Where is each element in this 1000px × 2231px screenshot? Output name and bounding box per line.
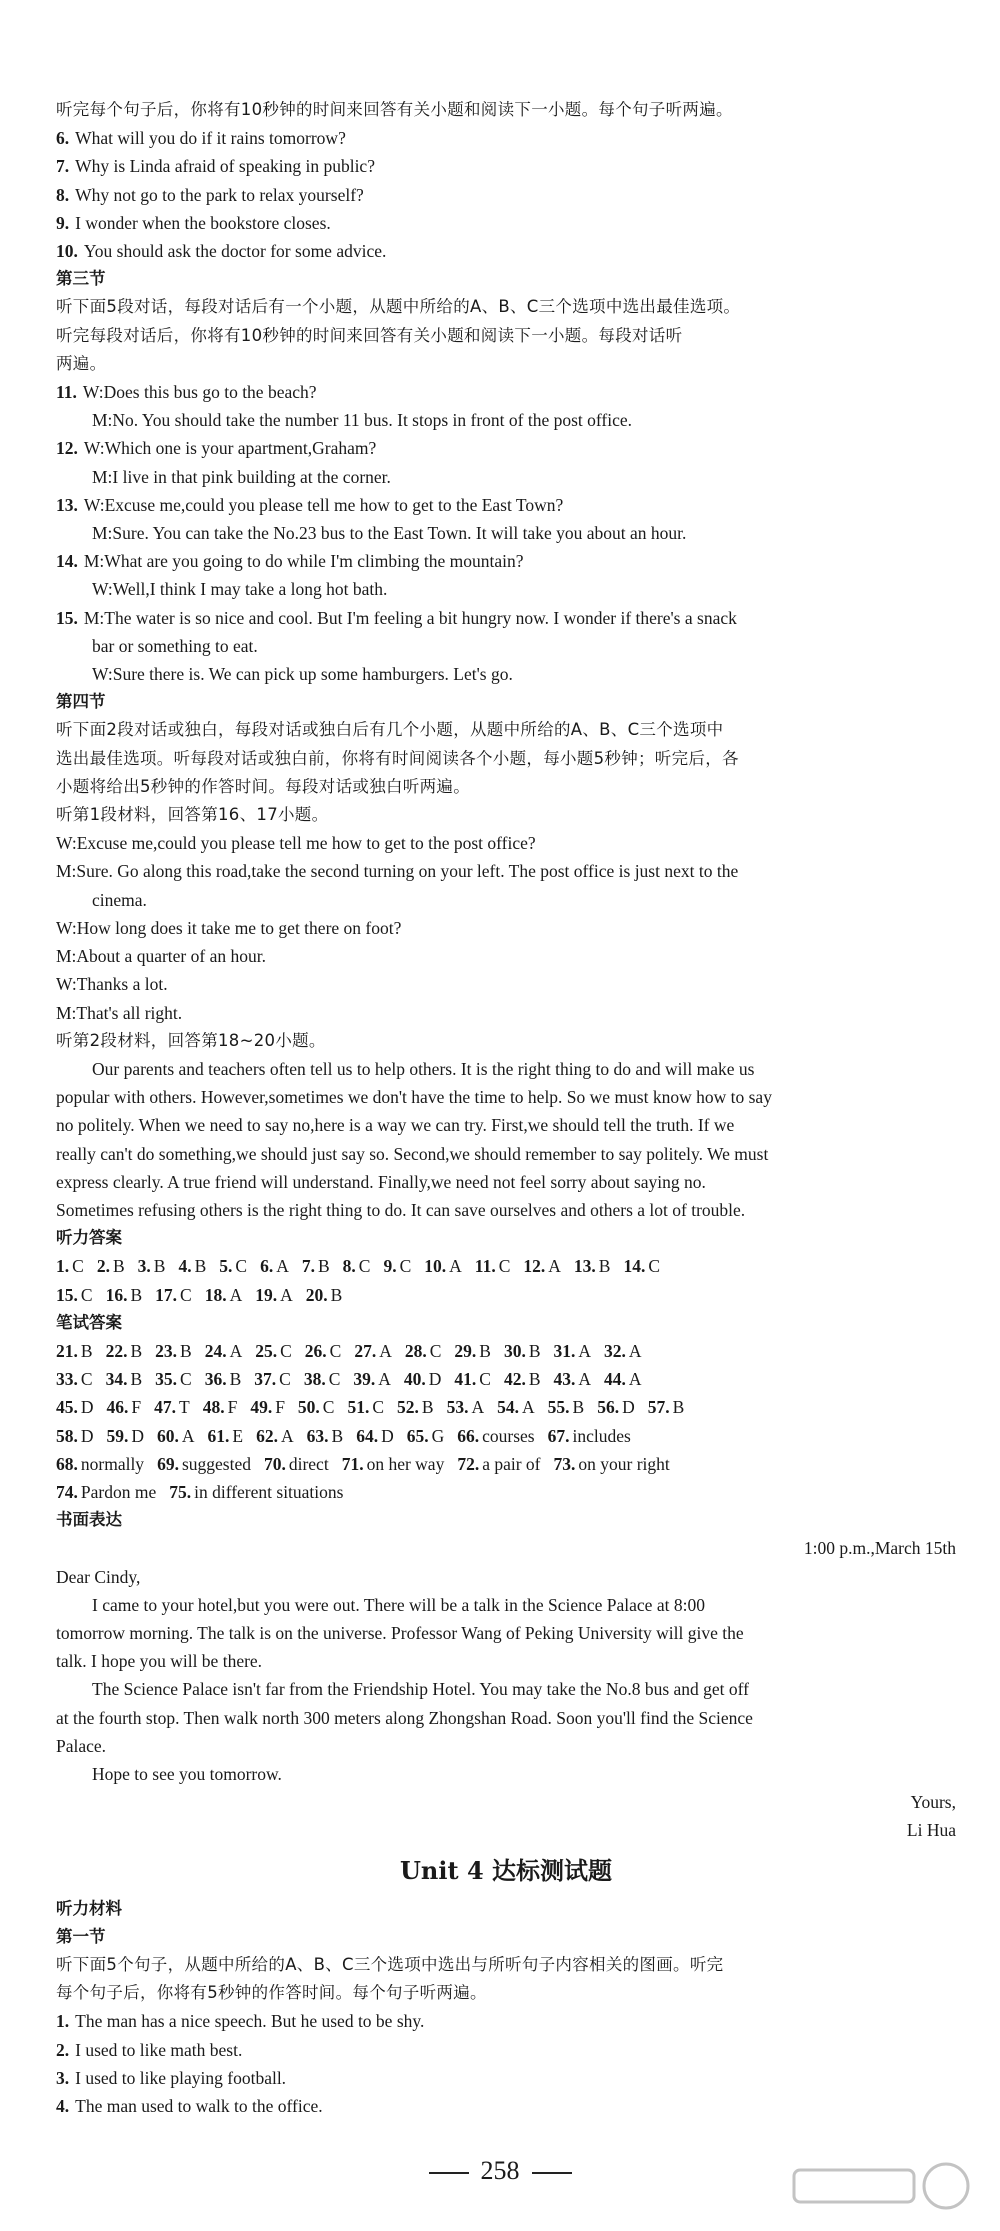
answer-item: 43. A: [553, 1369, 592, 1390]
instruction-line: 选出最佳选项。听每段对话或独白前，你将有时间阅读各个小题，每小题5秒钟；听完后，各: [56, 748, 739, 768]
dialog-line: 13. W:Excuse me,could you please tell me how to get to the East Town?: [56, 494, 564, 515]
page-number: 258: [0, 2156, 1000, 2186]
answer-item: 61. E: [207, 1425, 244, 1446]
instruction-line: 听下面5个句子，从题中所给的A、B、C三个选项中选出与所听句子内容相关的图画。听完: [56, 1955, 724, 1974]
answer-item: 75. in different situations: [169, 1481, 344, 1502]
answer-item: 48. F: [202, 1397, 238, 1418]
answer-item: 2. B: [96, 1256, 125, 1277]
answer-item: 41. C: [454, 1369, 491, 1390]
divider: [429, 2172, 469, 2174]
letter-line: at the fourth stop. Then walk north 300 meters along Zhongshan Road. Soon you'll find the Science: [56, 1707, 753, 1728]
letter-line: Hope to see you tomorrow.: [92, 1763, 282, 1784]
answer-item: 18. A: [204, 1284, 243, 1305]
answer-item: 5. C: [219, 1256, 248, 1277]
answer-row: [56, 1252, 956, 1280]
answer-item: 50. C: [297, 1397, 335, 1418]
answer-item: 3. B: [137, 1256, 166, 1277]
answer-item: 26. C: [304, 1340, 342, 1361]
material-intro: 听第2段材料，回答第18~20小题。: [56, 1030, 326, 1050]
answer-item: 34. B: [105, 1369, 143, 1390]
answer-item: 72. a pair of: [457, 1453, 541, 1474]
answer-item: 73. on your right: [553, 1453, 670, 1474]
answer-item: 16. B: [105, 1284, 143, 1305]
answer-item: 14. C: [623, 1256, 661, 1277]
letter-line: talk. I hope you will be there.: [56, 1651, 263, 1672]
answer-item: 64. D: [356, 1425, 394, 1446]
answer-item: 33. C: [56, 1369, 93, 1390]
answer-item: 51. C: [347, 1397, 385, 1418]
answer-item: 69. suggested: [157, 1453, 251, 1474]
instruction-line: 听完每段对话后，你将有10秒钟的时间来回答有关小题和阅读下一小题。每段对话听: [56, 325, 683, 345]
answer-item: 65. G: [406, 1425, 445, 1446]
answer-item: 62. A: [256, 1425, 294, 1446]
dialog-line: M:No. You should take the number 11 bus. It stops in front of the post office.: [92, 410, 633, 431]
answer-item: 57. B: [647, 1397, 685, 1418]
answer-row: [56, 1393, 956, 1421]
answer-item: 10. A: [424, 1256, 462, 1277]
dialog-line: M:About a quarter of an hour.: [56, 946, 266, 967]
answer-item: 40. D: [403, 1369, 442, 1390]
instruction-line: 听下面2段对话或独白，每段对话或独白后有几个小题，从题中所给的A、B、C三个选项中: [56, 720, 724, 740]
dialog-line: W:Sure there is. We can pick up some hamburgers. Let's go.: [92, 664, 513, 685]
answer-item: 8. C: [342, 1256, 371, 1277]
dialog-line: W:Excuse me,could you please tell me how to get to the post office?: [56, 833, 536, 854]
monologue-line: no politely. When we need to say no,here is a way we can try. First,we should tell the truth. If we: [56, 1115, 735, 1136]
answer-item: 59. D: [106, 1425, 145, 1446]
dialog-line: W:Well,I think I may take a long hot bath.: [92, 579, 388, 600]
section-heading: 听力答案: [56, 1228, 122, 1248]
letter-signature: Li Hua: [906, 1820, 956, 1841]
answer-item: 17. C: [155, 1284, 192, 1305]
answer-item: 46. F: [106, 1397, 142, 1418]
list-item: 10. You should ask the doctor for some advice.: [56, 241, 387, 262]
answer-item: 22. B: [105, 1340, 143, 1361]
list-item: 4. The man used to walk to the office.: [56, 2096, 323, 2117]
answer-item: 32. A: [604, 1340, 642, 1361]
list-item: 1. The man has a nice speech. But he used to be shy.: [56, 2011, 425, 2032]
dialog-list: [56, 378, 956, 688]
dialog-line: bar or something to eat.: [92, 635, 258, 656]
answer-item: 68. normally: [56, 1453, 145, 1474]
page-content: [56, 96, 956, 2120]
answer-item: 11. C: [474, 1256, 511, 1277]
answer-item: 20. B: [305, 1284, 343, 1305]
answer-row: [56, 1422, 956, 1450]
list-item: 9. I wonder when the bookstore closes.: [56, 212, 331, 233]
answer-item: 15. C: [56, 1284, 93, 1305]
section-heading: 第一节: [56, 1926, 106, 1946]
letter-closing: Yours,: [910, 1792, 956, 1813]
answer-item: 4. B: [178, 1256, 207, 1277]
answer-item: 35. C: [155, 1369, 192, 1390]
watermark-logo-icon: [786, 2160, 976, 2220]
section-heading: 第三节: [56, 269, 106, 289]
answer-item: 37. C: [254, 1369, 291, 1390]
monologue-line: really can't do something,we should just say so. Second,we should remember to say politely. We must: [56, 1143, 769, 1164]
answer-item: 7. B: [301, 1256, 330, 1277]
list-item: 6. What will you do if it rains tomorrow?: [56, 128, 346, 149]
dialog-line: M:I live in that pink building at the corner.: [92, 466, 391, 487]
monologue-line: Sometimes refusing others is the right thing to do. It can save ourselves and others a lot of trouble.: [56, 1199, 746, 1220]
instruction-line: 小题将给出5秒钟的作答时间。每段对话或独白听两遍。: [56, 776, 470, 796]
answer-item: 49. F: [250, 1397, 285, 1418]
answer-item: 47. T: [154, 1397, 190, 1418]
answer-item: 53. A: [446, 1397, 485, 1418]
letter-line: Palace.: [56, 1735, 107, 1756]
answer-item: 36. B: [204, 1369, 242, 1390]
answer-row: [56, 1337, 956, 1365]
unit-title: Unit 4 达标测试题: [400, 1855, 612, 1885]
monologue-line: Our parents and teachers often tell us to help others. It is the right thing to do and will make us: [92, 1058, 755, 1079]
instruction-line: 两遍。: [56, 353, 107, 373]
instruction-line: 每个句子后，你将有5秒钟的作答时间。每个句子听两遍。: [56, 1983, 487, 2003]
answer-item: 74. Pardon me: [56, 1481, 157, 1502]
answer-item: 45. D: [56, 1397, 94, 1418]
dialog-line: cinema.: [92, 889, 147, 910]
answer-item: 9. C: [383, 1256, 412, 1277]
dialog-line: 14. M:What are you going to do while I'm climbing the mountain?: [56, 551, 524, 572]
dialog-line: 15. M:The water is so nice and cool. But I'm feeling a bit hungry now. I wonder if there's a snack: [56, 607, 737, 628]
answer-item: 28. C: [404, 1340, 442, 1361]
answer-item: 27. A: [354, 1340, 392, 1361]
dialog-line: 12. W:Which one is your apartment,Graham?: [56, 438, 377, 459]
answer-item: 1. C: [56, 1256, 84, 1277]
list-item: 2. I used to like math best.: [56, 2039, 243, 2060]
answer-item: 58. D: [56, 1425, 94, 1446]
list-item: 3. I used to like playing football.: [56, 2067, 287, 2088]
answer-row: [56, 1450, 956, 1478]
instruction-line: 听完每个句子后，你将有10秒钟的时间来回答有关小题和阅读下一小题。每个句子听两遍。: [56, 100, 733, 119]
dialog-line: W:Thanks a lot.: [56, 974, 168, 995]
answer-item: 63. B: [306, 1425, 344, 1446]
list-item: 7. Why is Linda afraid of speaking in public?: [56, 156, 375, 177]
monologue-line: popular with others. However,sometimes we don't have the time to help. So we must know how to say: [56, 1087, 772, 1108]
list-item: 8. Why not go to the park to relax yourself?: [56, 184, 364, 205]
answer-item: 55. B: [547, 1397, 585, 1418]
answer-item: 67. includes: [547, 1425, 631, 1446]
letter-line: I came to your hotel,but you were out. There will be a talk in the Science Palace at 8:00: [92, 1594, 705, 1615]
letter-line: The Science Palace isn't far from the Friendship Hotel. You may take the No.8 bus and get off: [92, 1679, 749, 1700]
monologue-line: express clearly. A true friend will understand. Finally,we need not feel sorry about saying no.: [56, 1171, 706, 1192]
answer-row: [56, 1281, 956, 1309]
answer-item: 29. B: [454, 1340, 491, 1361]
dialog-line: 11. W:Does this bus go to the beach?: [56, 382, 317, 403]
instruction-line: 听下面5段对话，每段对话后有一个小题，从题中所给的A、B、C三个选项中选出最佳选项。: [56, 297, 741, 317]
answer-item: 13. B: [573, 1256, 611, 1277]
listening-answer-key: [56, 1252, 956, 1308]
letter-line: tomorrow morning. The talk is on the universe. Professor Wang of Peking University will give the: [56, 1622, 744, 1643]
answer-item: 24. A: [204, 1340, 243, 1361]
divider: [532, 2172, 572, 2174]
letter-greeting: Dear Cindy,: [56, 1566, 141, 1587]
dialog-line: M:Sure. You can take the No.23 bus to the East Town. It will take you about an hour.: [92, 523, 687, 544]
written-answer-key: [56, 1337, 956, 1506]
answer-item: 71. on her way: [341, 1453, 445, 1474]
dialog-line: M:Sure. Go along this road,take the second turning on your left. The post office is just next to the: [56, 861, 739, 882]
answer-item: 54. A: [497, 1397, 535, 1418]
letter-date: 1:00 p.m.,March 15th: [803, 1538, 956, 1559]
answer-item: 39. A: [353, 1369, 391, 1390]
section-heading: 第四节: [56, 692, 106, 712]
section-heading: 听力材料: [56, 1898, 122, 1918]
dialog-line: M:That's all right.: [56, 1002, 183, 1023]
answer-item: 60. A: [157, 1425, 195, 1446]
answer-item: 44. A: [604, 1369, 642, 1390]
dialog-line: W:How long does it take me to get there on foot?: [56, 917, 402, 938]
section-heading: 笔试答案: [56, 1312, 122, 1332]
answer-item: 66. courses: [457, 1425, 535, 1446]
material-intro: 听第1段材料，回答第16、17小题。: [56, 805, 329, 825]
answer-item: 19. A: [255, 1284, 293, 1305]
answer-row: [56, 1365, 956, 1393]
section-1-items: [56, 124, 956, 265]
answer-item: 25. C: [255, 1340, 292, 1361]
answer-item: 12. A: [523, 1256, 561, 1277]
answer-item: 56. D: [597, 1397, 635, 1418]
answer-item: 23. B: [155, 1340, 192, 1361]
answer-item: 31. A: [553, 1340, 592, 1361]
answer-item: 70. direct: [263, 1453, 329, 1474]
answer-item: 6. A: [260, 1256, 289, 1277]
answer-row: [56, 1478, 956, 1506]
answer-item: 21. B: [56, 1340, 93, 1361]
answer-item: 42. B: [503, 1369, 541, 1390]
answer-item: 38. C: [303, 1369, 341, 1390]
answer-item: 30. B: [503, 1340, 541, 1361]
section-heading: 书面表达: [56, 1510, 122, 1530]
answer-item: 52. B: [397, 1397, 434, 1418]
